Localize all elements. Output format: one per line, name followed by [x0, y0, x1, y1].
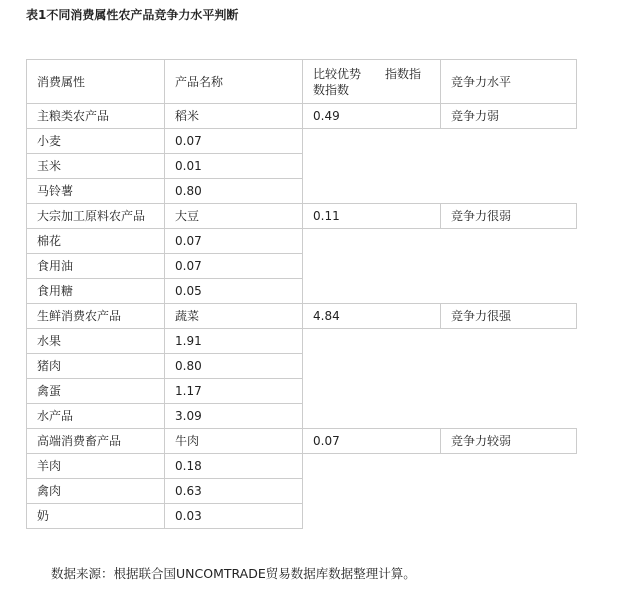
table-cell-value: 0.18 — [164, 453, 303, 479]
table-cell-value: 0.07 — [164, 253, 303, 279]
table-cell-category: 食用油 — [26, 253, 165, 279]
table-cell-category: 水产品 — [26, 403, 165, 429]
table-title: 表1不同消费属性农产品竞争力水平判断 — [26, 8, 239, 22]
table-cell-value: 0.01 — [164, 153, 303, 179]
table-cell-category: 玉米 — [26, 153, 165, 179]
table-cell-value: 1.17 — [164, 378, 303, 404]
table-cell-index: 0.07 — [302, 428, 441, 454]
table-cell-value: 0.07 — [164, 228, 303, 254]
table-cell-product: 稻米 — [164, 103, 303, 129]
table-cell-index: 0.49 — [302, 103, 441, 129]
table-cell-product: 牛肉 — [164, 428, 303, 454]
header-competitiveness-level: 竞争力水平 — [440, 59, 577, 104]
table-cell-category: 猪肉 — [26, 353, 165, 379]
source-note: 数据来源：根据联合国UNCOMTRADE贸易数据库数据整理计算。 — [51, 566, 416, 581]
table-cell-value: 0.80 — [164, 353, 303, 379]
header-comparative-advantage-index: 比较优势 指数指数指数 — [302, 59, 441, 104]
table-cell-category: 主粮类农产品 — [26, 103, 165, 129]
header-product-name: 产品名称 — [164, 59, 303, 104]
header-consumption-attribute: 消费属性 — [26, 59, 165, 104]
table-cell-category: 高端消费畜产品 — [26, 428, 165, 454]
table-cell-category: 棉花 — [26, 228, 165, 254]
table-cell-value: 0.80 — [164, 178, 303, 204]
table-cell-value: 0.05 — [164, 278, 303, 304]
table-cell-category: 马铃薯 — [26, 178, 165, 204]
table-cell-category: 大宗加工原料农产品 — [26, 203, 165, 229]
table-cell-level: 竞争力很强 — [440, 303, 577, 329]
table-cell-category: 禽蛋 — [26, 378, 165, 404]
table-cell-product: 大豆 — [164, 203, 303, 229]
table-cell-category: 禽肉 — [26, 478, 165, 504]
table-cell-level: 竞争力较弱 — [440, 428, 577, 454]
table-cell-value: 0.03 — [164, 503, 303, 529]
table-cell-value: 0.07 — [164, 128, 303, 154]
table-cell-level: 竞争力弱 — [440, 103, 577, 129]
table-cell-category: 奶 — [26, 503, 165, 529]
table-cell-category: 生鲜消费农产品 — [26, 303, 165, 329]
table-cell-index: 0.11 — [302, 203, 441, 229]
table-cell-category: 水果 — [26, 328, 165, 354]
table-cell-category: 小麦 — [26, 128, 165, 154]
table-cell-level: 竞争力很弱 — [440, 203, 577, 229]
table-cell-value: 0.63 — [164, 478, 303, 504]
table-cell-index: 4.84 — [302, 303, 441, 329]
table-cell-value: 1.91 — [164, 328, 303, 354]
table-cell-category: 羊肉 — [26, 453, 165, 479]
table-cell-value: 3.09 — [164, 403, 303, 429]
table-cell-category: 食用糖 — [26, 278, 165, 304]
table-cell-product: 蔬菜 — [164, 303, 303, 329]
